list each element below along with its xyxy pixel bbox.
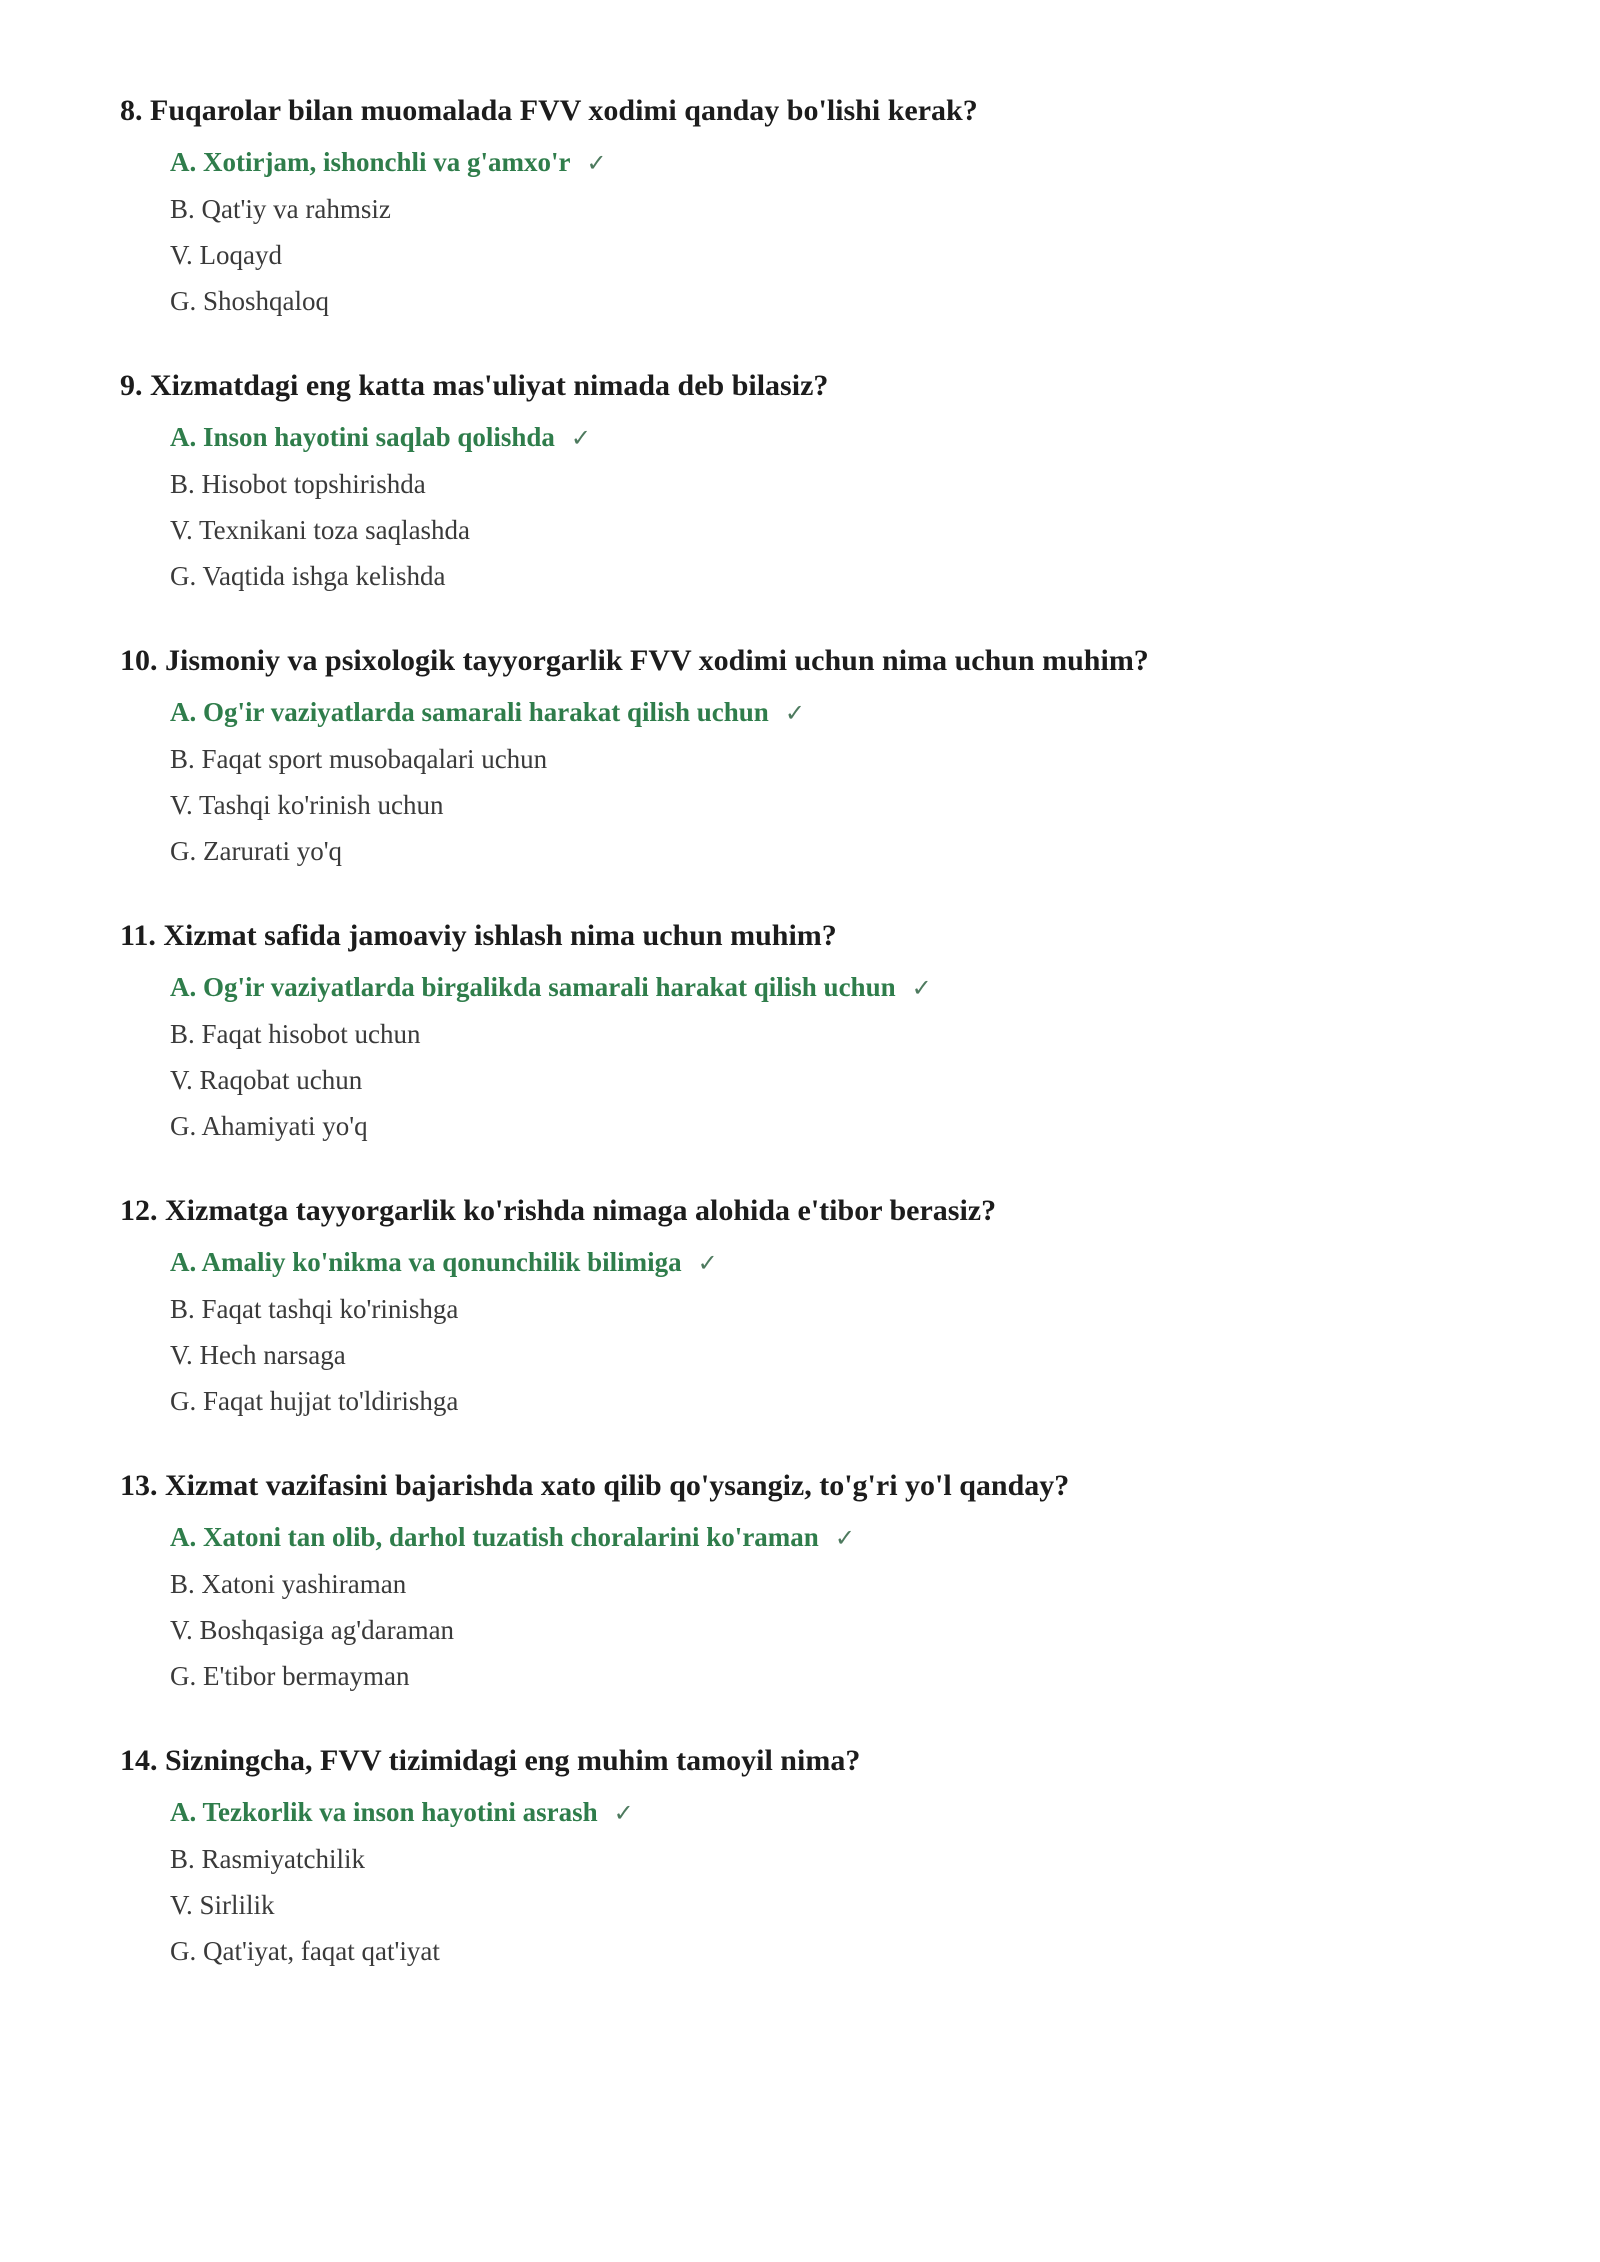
answer-option: V. Loqayd — [170, 240, 282, 270]
answer-option: B. Rasmiyatchilik — [170, 1844, 365, 1874]
answer-options — [120, 1239, 1480, 1424]
answer-option: V. Hech narsaga — [170, 1340, 346, 1370]
check-icon: ✓ — [911, 974, 932, 1002]
answer-label: A. Xatoni tan olib, darhol tuzatish choralarini ko'raman — [170, 1522, 819, 1552]
question-block — [120, 88, 1480, 324]
answer-label: A. Amaliy ko'nikma va qonunchilik bilimiga — [170, 1247, 682, 1277]
answer-option-correct — [170, 1514, 1480, 1561]
answer-option: V. Boshqasiga ag'daraman — [170, 1615, 455, 1645]
question-block — [120, 1188, 1480, 1424]
check-icon: ✓ — [784, 699, 805, 727]
answer-option-correct — [170, 139, 1480, 186]
answer-option: V. Sirlilik — [170, 1890, 275, 1920]
answer-options — [120, 964, 1480, 1149]
check-icon: ✓ — [586, 149, 607, 177]
question-block — [120, 1738, 1480, 1974]
answer-option: B. Faqat hisobot uchun — [170, 1019, 421, 1049]
answer-option: G. Shoshqaloq — [170, 286, 330, 316]
quiz-list — [120, 88, 1480, 2013]
answer-label: A. Tezkorlik va inson hayotini asrash — [170, 1797, 598, 1827]
question-block — [120, 363, 1480, 599]
answer-options — [120, 1789, 1480, 1974]
question-title: 13. Xizmat vazifasini bajarishda xato qilib qo'ysangiz, to'g'ri yo'l qanday? — [120, 1469, 1070, 1502]
answer-option-correct — [170, 1789, 1480, 1836]
answer-option: G. Zarurati yo'q — [170, 836, 343, 866]
answer-label: A. Inson hayotini saqlab qolishda — [170, 422, 555, 452]
answer-options — [120, 1514, 1480, 1699]
question-block — [120, 638, 1480, 874]
answer-option-correct — [170, 964, 1480, 1011]
answer-option: B. Faqat sport musobaqalari uchun — [170, 744, 548, 774]
answer-option: G. Qat'iyat, faqat qat'iyat — [170, 1936, 440, 1966]
answer-option: V. Texnikani toza saqlashda — [170, 515, 471, 545]
answer-option-correct — [170, 1239, 1480, 1286]
answer-label: A. Og'ir vaziyatlarda birgalikda samarali harakat qilish uchun — [170, 972, 896, 1002]
answer-option: G. Faqat hujjat to'ldirishga — [170, 1386, 459, 1416]
question-title: 12. Xizmatga tayyorgarlik ko'rishda nimaga alohida e'tibor berasiz? — [120, 1194, 997, 1227]
answer-option: B. Qat'iy va rahmsiz — [170, 194, 391, 224]
question-title: 14. Sizningcha, FVV tizimidagi eng muhim tamoyil nima? — [120, 1744, 861, 1777]
answer-option-correct — [170, 689, 1480, 736]
question-block — [120, 913, 1480, 1149]
check-icon: ✓ — [834, 1524, 855, 1552]
check-icon: ✓ — [697, 1249, 718, 1277]
answer-option: B. Xatoni yashiraman — [170, 1569, 407, 1599]
check-icon: ✓ — [613, 1799, 634, 1827]
answer-option-correct — [170, 414, 1480, 461]
question-title: 10. Jismoniy va psixologik tayyorgarlik FVV xodimi uchun nima uchun muhim? — [120, 644, 1149, 677]
answer-options — [120, 414, 1480, 599]
question-title: 11. Xizmat safida jamoaviy ishlash nima uchun muhim? — [120, 919, 837, 952]
question-block — [120, 1463, 1480, 1699]
check-icon: ✓ — [570, 424, 592, 452]
answer-options — [120, 139, 1480, 324]
answer-label: A. Xotirjam, ishonchli va g'amxo'r — [170, 147, 571, 177]
answer-option: V. Tashqi ko'rinish uchun — [170, 790, 444, 820]
answer-option: B. Hisobot topshirishda — [170, 469, 426, 499]
answer-option: V. Raqobat uchun — [170, 1065, 363, 1095]
answer-option: B. Faqat tashqi ko'rinishga — [170, 1294, 459, 1324]
answer-option: G. E'tibor bermayman — [170, 1661, 410, 1691]
answer-option: G. Vaqtida ishga kelishda — [170, 561, 446, 591]
question-title: 8. Fuqarolar bilan muomalada FVV xodimi qanday bo'lishi kerak? — [120, 94, 978, 127]
question-title: 9. Xizmatdagi eng katta mas'uliyat nimada deb bilasiz? — [120, 369, 829, 402]
answer-label: A. Og'ir vaziyatlarda samarali harakat qilish uchun — [170, 697, 769, 727]
answer-option: G. Ahamiyati yo'q — [170, 1111, 368, 1141]
answer-options — [120, 689, 1480, 874]
